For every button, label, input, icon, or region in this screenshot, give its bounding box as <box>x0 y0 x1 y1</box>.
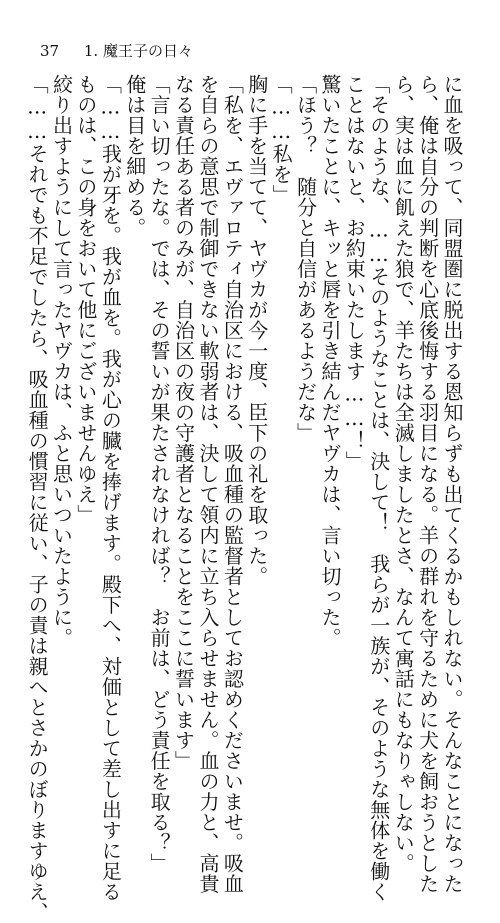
text-line: 「……それでも不足でしたら、吸血種の慣習に従い、子の責は親へとさかのぼりますゆえ、 <box>25 74 50 923</box>
text-line: なる責任ある者のみが、自治区の夜の守護者となることをここに誓います」 <box>171 74 196 771</box>
text-line: 「そのような、……そのようなことは、決して！ 我らが一族が、そのような無体を働く <box>366 74 391 902</box>
text-line: 「言い切ったな。では、その誓いが果たされなければ？ お前は、どう責任を取る？」 <box>147 74 172 874</box>
text-line: 「……我が牙を。我が血を。我が心の臓を捧げます。殿下へ、対価として差し出すに足る <box>98 74 123 902</box>
text-line: ものは、この身をおいて他にございませんゆえ」 <box>73 74 98 525</box>
chapter-title: 1. 魔王子の日々 <box>83 42 193 60</box>
text-line: 絞り出すようにして言ったヤヴカは、ふと思いついたように。 <box>49 74 74 648</box>
text-line: 俺は目を細める。 <box>122 74 147 238</box>
text-line: 驚いたことに、キッと唇を引き結んだヤヴカは、言い切った。 <box>317 74 342 648</box>
vertical-body-text <box>25 74 464 923</box>
text-line: 「……私を」 <box>269 74 294 205</box>
text-line: ら、俺は自分の判断を心底後悔する羽目になる。羊の群れを守るために犬を飼おうとした <box>415 74 440 894</box>
text-line: に血を吸って、同盟圏に脱出する恩知らずも出てくるかもしれない。そんなことになった <box>440 74 464 894</box>
text-line: ら、実は血に飢えた狼で、羊たちは全滅しましたとさ、なんて寓話にもなりゃしない。 <box>391 74 416 874</box>
text-line: 「私を、エヴァロティ自治区における、吸血種の監督者としてお認めくださいませ。吸血 <box>220 74 245 894</box>
page-header <box>40 40 193 61</box>
text-line: 「ほう？ 随分と自信があるようだな」 <box>293 74 318 443</box>
text-line: を自らの意思で制御できない軟弱者は、決して領内に立ち入らせません。血の力と、高貴 <box>195 74 220 894</box>
text-line: 胸に手を当てて、ヤヴカが今一度、臣下の礼を取った。 <box>244 74 269 587</box>
page-number: 37 <box>40 42 60 60</box>
text-line: ことはないと、お約束いたします……！」 <box>342 74 367 472</box>
